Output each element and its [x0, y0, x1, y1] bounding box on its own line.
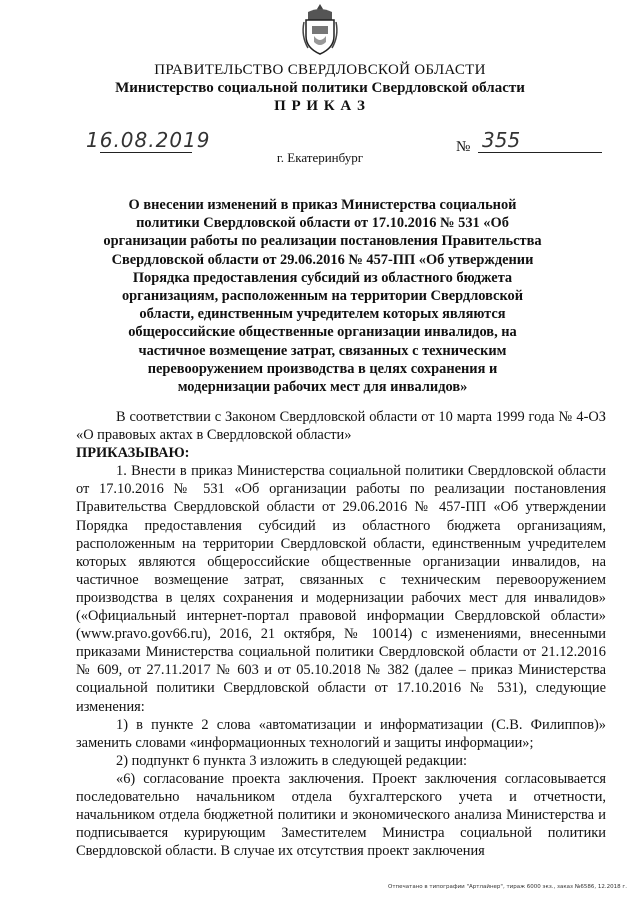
city: г. Екатеринбург [276, 150, 364, 165]
document-title: О внесении изменений в приказ Министерства социальной политики Свердловской области от 17.10.2016 № 531 «Об организации работы по реализации постановления Правительства Свердловской области от 29.06.2016 № 457-ПП «Об утверждении Порядка предоставления субсидий из областного бюджета организациям, расположенным на территории Свердловской области, единственным учредителем которых являются общероссийские общественные организации инвалидов, на частичное возмещение затрат, связанных с техническим перевооружением производства в целях сохранения и модернизации рабочих мест для инвалидов» [103, 197, 542, 396]
ministry-name: Министерство социальной политики Свердловской области [115, 80, 525, 96]
document-type: П Р И К А З [274, 98, 366, 114]
item-1-paragraph: 1. Внести в приказ Министерства социальной политики Свердловской области от 17.10.2016 № 531 «Об организации работы по реализации постановления Правительства Свердловской области от 29.06.2016 № 457-ПП «Об утверждении Порядка предоставления субсидий из областного бюджета организациям, расположенным на территории Свердловской области, единственным учредителем которых являются общероссийские общественные организации инвалидов, на частичное возмещение затрат, связанных с техническим перевооружением производства в целях сохранения и модернизации рабочих мест для инвалидов» («Официальный интернет-портал правовой информации Свердловской области» (www.pravo.gov66.ru), 2016, 21 октября, № 10014) с изменениями, внесенными приказами Министерства социальной политики Свердловской области от 21.12.2016 № 609, от 27.11.2017 № 603 и от 05.10.2018 № 382 (далее – приказ Министерства социальной политики Свердловской области от 17.10.2016 № 531), следующие изменения: [76, 463, 606, 715]
print-footer: Отпечатано в типографии "Артлайнер", тираж 6000 экз., заказ №6586, 12.2018 г. [388, 884, 628, 890]
order-word: ПРИКАЗЫВАЮ: [76, 445, 190, 462]
subitem-2-paragraph: 2) подпункт 6 пункта 3 изложить в следующей редакции: [116, 752, 467, 769]
document-body [76, 408, 606, 860]
government-name: ПРАВИТЕЛЬСТВО СВЕРДЛОВСКОЙ ОБЛАСТИ [154, 62, 486, 78]
subitem-6-paragraph: «6) согласование проекта заключения. Проект заключения согласовывается последовательно начальником отдела бухгалтерского учета и отчетности, начальником отдела бюджетной политики и экономического анализа Министерства и подписывается курирующим Заместителем Министра социальной политики Свердловской области. В случае их отсутствия проект заключения [76, 770, 606, 860]
number-label: № [456, 139, 471, 155]
intro-paragraph: В соответствии с Законом Свердловской области от 10 марта 1999 года № 4-ОЗ «О правовых актах в Свердловской области» [76, 409, 606, 444]
coat-of-arms-icon [300, 2, 340, 58]
document-number: 355 [482, 128, 521, 152]
subitem-1-paragraph: 1) в пункте 2 слова «автоматизации и информатизации (С.В. Филиппов)» заменить словами «информационных технологий и защиты информации»; [76, 716, 606, 751]
document-date: 16.08.2019 [86, 128, 211, 152]
